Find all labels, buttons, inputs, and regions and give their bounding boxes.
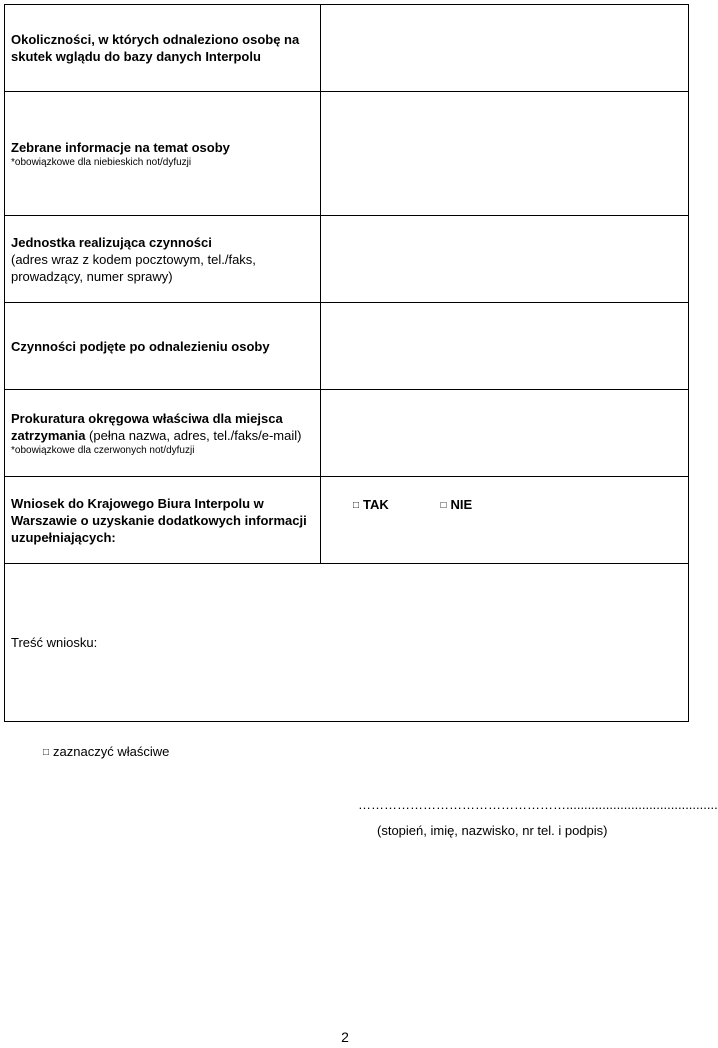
- option-no[interactable]: [440, 496, 472, 514]
- prosecutor-label-bold: Prokuratura okręgowa właściwa dla miejsca zatrzymania: [11, 410, 283, 443]
- prosecutor-label: [11, 411, 301, 443]
- form-table: [4, 4, 689, 722]
- signature-caption: (stopień, imię, nazwisko, nr tel. i podpis): [377, 823, 608, 838]
- unit-label-cell: [5, 216, 321, 303]
- row-unit: [5, 216, 689, 303]
- info-field[interactable]: [321, 92, 689, 216]
- row-request-content: [5, 564, 689, 722]
- checkbox-no-icon[interactable]: □: [440, 500, 447, 511]
- signature-line: …………………………………………..........................................: [358, 797, 718, 812]
- prosecutor-label-cell: [5, 390, 321, 477]
- info-note: *obowiązkowe dla niebieskich not/dyfuzji: [11, 156, 192, 168]
- option-yes-label: TAK: [363, 497, 389, 512]
- option-no-label: NIE: [450, 497, 473, 512]
- legend-checkbox-icon: □: [43, 747, 50, 758]
- row-prosecutor: [5, 390, 689, 477]
- unit-detail: (adres wraz z kodem pocztowym, tel./faks, prowadzący, numer sprawy): [11, 251, 256, 284]
- circumstances-field[interactable]: [321, 5, 689, 92]
- row-actions: [5, 303, 689, 390]
- request-content-cell[interactable]: [5, 564, 689, 722]
- actions-field[interactable]: [321, 303, 689, 390]
- row-request: [5, 477, 689, 564]
- prosecutor-label-detail: (pełna nazwa, adres, tel./faks/e-mail): [85, 427, 302, 443]
- checkbox-yes-icon[interactable]: □: [353, 500, 360, 511]
- page-number: 2: [341, 1029, 349, 1045]
- info-label-cell: [5, 92, 321, 216]
- legend: [43, 744, 169, 759]
- row-info: [5, 92, 689, 216]
- row-circumstances: [5, 5, 689, 92]
- request-label-cell: [5, 477, 321, 564]
- unit-label: Jednostka realizująca czynności: [11, 234, 212, 250]
- prosecutor-field[interactable]: [321, 390, 689, 477]
- request-label: Wniosek do Krajowego Biura Interpolu w Warszawie o uzyskanie dodatkowych informacji uzupełniających:: [11, 496, 307, 545]
- circumstances-label-cell: [5, 5, 321, 92]
- info-label: Zebrane informacje na temat osoby: [11, 139, 230, 155]
- request-options-cell: [321, 477, 689, 564]
- legend-text: zaznaczyć właściwe: [53, 744, 170, 759]
- prosecutor-note: *obowiązkowe dla czerwonych not/dyfuzji: [11, 444, 195, 456]
- actions-label: Czynności podjęte po odnalezieniu osoby: [11, 338, 270, 354]
- request-content-label: Treść wniosku:: [11, 635, 98, 650]
- circumstances-label: Okoliczności, w których odnaleziono osobę na skutek wglądu do bazy danych Interpolu: [11, 32, 300, 64]
- actions-label-cell: [5, 303, 321, 390]
- unit-field[interactable]: [321, 216, 689, 303]
- option-yes[interactable]: [353, 496, 389, 514]
